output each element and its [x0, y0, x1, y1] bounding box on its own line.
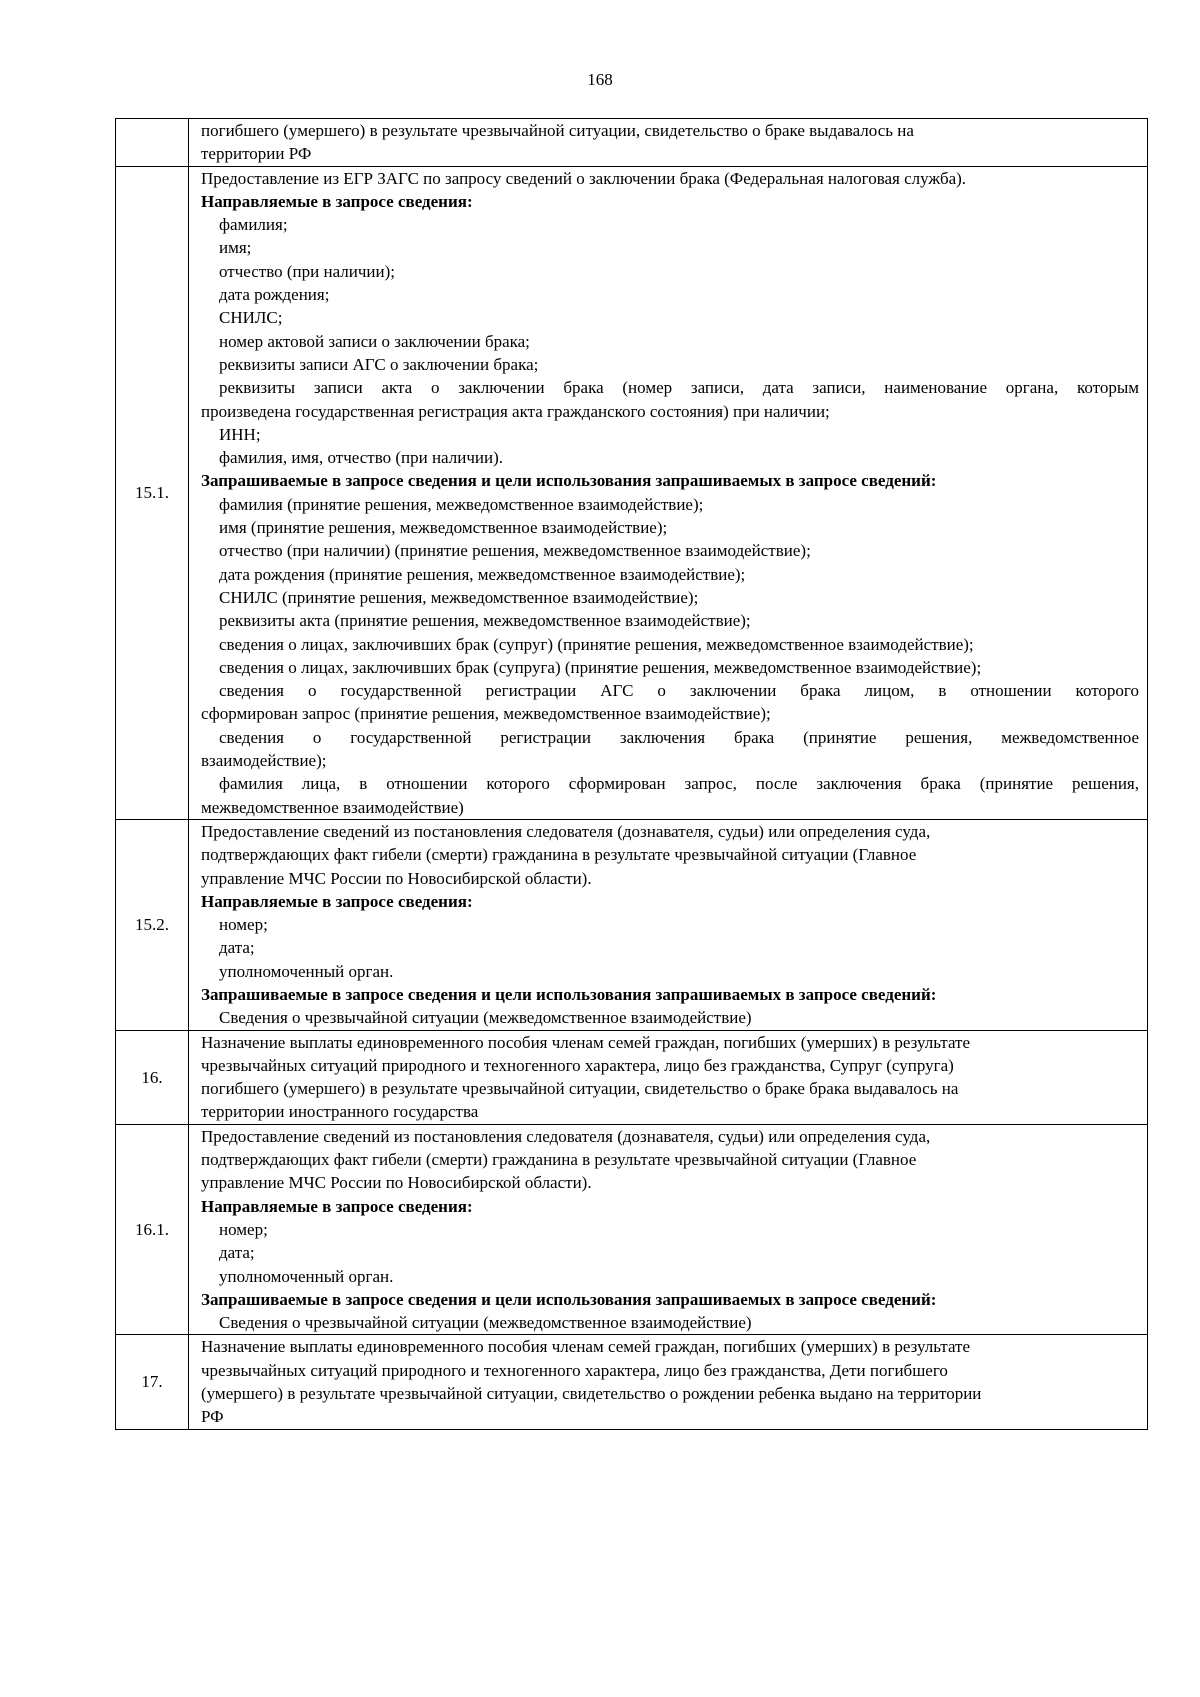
description-line: СНИЛС (принятие решения, межведомственное взаимодействие); — [219, 587, 699, 607]
row-number: 17. — [141, 1372, 163, 1392]
row-description-cell — [189, 819, 1148, 1030]
description-line: дата; — [219, 938, 255, 958]
description-line: фамилия, имя, отчество (при наличии). — [219, 448, 503, 468]
description-line: сформирован запрос (принятие решения, межведомственное взаимодействие); — [201, 704, 771, 724]
section-heading: Запрашиваемые в запросе сведения и цели использования запрашиваемых в запросе сведений: — [201, 471, 937, 491]
description-line: РФ — [201, 1407, 224, 1427]
description-line: Сведения о чрезвычайной ситуации (межведомственное взаимодействие) — [219, 1008, 752, 1028]
description-line: реквизиты записи акта о заключении брака (номер записи, дата записи, наименование органа, которым — [219, 378, 1139, 398]
description-line: взаимодействие); — [201, 751, 327, 771]
table-body — [116, 119, 1148, 1430]
description-line: (умершего) в результате чрезвычайной ситуации, свидетельство о рождении ребенка выдано на территории — [201, 1384, 982, 1404]
row-number-cell — [116, 1030, 189, 1124]
description-line: подтверждающих факт гибели (смерти) гражданина в результате чрезвычайной ситуации (Главное — [201, 1150, 917, 1170]
description-line: погибшего (умершего) в результате чрезвычайной ситуации, свидетельство о браке выдавалось на — [201, 121, 914, 140]
row-number: 15.1. — [135, 483, 169, 503]
description-line: ИНН; — [219, 424, 261, 444]
section-heading: Направляемые в запросе сведения: — [201, 191, 473, 211]
row-number-cell — [116, 819, 189, 1030]
description-line: реквизиты акта (принятие решения, межведомственное взаимодействие); — [219, 611, 751, 631]
description-line: имя (принятие решения, межведомственное взаимодействие); — [219, 518, 668, 538]
description-line: сведения о государственной регистрации АГС о заключении брака лицом, в отношении которого — [219, 681, 1139, 701]
description-line: территории иностранного государства — [201, 1102, 479, 1122]
description-line: Предоставление сведений из постановления следователя (дознавателя, судьи) или определения суда, — [201, 1126, 931, 1146]
description-line: сведения о государственной регистрации заключения брака (принятие решения, межведомственное — [219, 727, 1139, 747]
description-line: уполномоченный орган. — [219, 961, 394, 981]
section-heading: Направляемые в запросе сведения: — [201, 1196, 473, 1216]
description-line: дата; — [219, 1243, 255, 1263]
row-number-cell — [116, 1124, 189, 1335]
table-row — [116, 1030, 1148, 1124]
description-line: фамилия (принятие решения, межведомственное взаимодействие); — [219, 494, 704, 514]
description-line: подтверждающих факт гибели (смерти) гражданина в результате чрезвычайной ситуации (Главное — [201, 845, 917, 865]
page-number: 168 — [587, 70, 613, 89]
services-table — [115, 118, 1148, 1430]
row-number-cell — [116, 166, 189, 819]
section-heading: Запрашиваемые в запросе сведения и цели использования запрашиваемых в запросе сведений: — [201, 1289, 937, 1309]
description-line: номер; — [219, 1219, 268, 1239]
table-row — [116, 166, 1148, 819]
row-description-cell — [189, 1124, 1148, 1335]
description-line: погибшего (умершего) в результате чрезвычайной ситуации, свидетельство о браке брака выдавалось на — [201, 1079, 959, 1099]
description-line: территории РФ — [201, 144, 312, 164]
description-line: чрезвычайных ситуаций природного и техногенного характера, лицо без гражданства, Супруг (супруга) — [201, 1055, 954, 1075]
row-number: 16. — [141, 1067, 163, 1087]
description-line: имя; — [219, 238, 252, 258]
description-line: управление МЧС России по Новосибирской области). — [201, 868, 592, 888]
description-line: номер актовой записи о заключении брака; — [219, 331, 530, 351]
description-line: дата рождения; — [219, 285, 330, 305]
description-line: Назначение выплаты единовременного пособия членам семей граждан, погибших (умерших) в результате — [201, 1032, 971, 1052]
table-row — [116, 1335, 1148, 1429]
row-number-cell — [116, 119, 189, 167]
description-line: сведения о лицах, заключивших брак (супруга) (принятие решения, межведомственное взаимодействие); — [219, 657, 982, 677]
description-line: Назначение выплаты единовременного пособия членам семей граждан, погибших (умерших) в результате — [201, 1337, 971, 1357]
description-line: сведения о лицах, заключивших брак (супруг) (принятие решения, межведомственное взаимодействие); — [219, 634, 974, 654]
row-number: 16.1. — [135, 1219, 169, 1239]
description-line: Предоставление из ЕГР ЗАГС по запросу сведений о заключении брака (Федеральная налоговая служба). — [201, 168, 967, 188]
description-line: уполномоченный орган. — [219, 1266, 394, 1286]
row-number: 15.2. — [135, 915, 169, 935]
description-line: произведена государственная регистрация акта гражданского состояния) при наличии; — [201, 401, 830, 421]
table-row — [116, 819, 1148, 1030]
section-heading: Направляемые в запросе сведения: — [201, 891, 473, 911]
description-line: номер; — [219, 915, 268, 935]
section-heading: Запрашиваемые в запросе сведения и цели использования запрашиваемых в запросе сведений: — [201, 984, 937, 1004]
row-description-cell — [189, 166, 1148, 819]
description-line: межведомственное взаимодействие) — [201, 797, 464, 817]
row-description-cell — [189, 1030, 1148, 1124]
table-row — [116, 1124, 1148, 1335]
description-line: чрезвычайных ситуаций природного и техногенного характера, лицо без гражданства, Дети погибшего — [201, 1360, 948, 1380]
description-line: Предоставление сведений из постановления следователя (дознавателя, судьи) или определения суда, — [201, 821, 931, 841]
row-description-cell — [189, 119, 1148, 167]
description-line: фамилия лица, в отношении которого сформирован запрос, после заключения брака (принятие решения, — [219, 774, 1139, 794]
row-description-cell — [189, 1335, 1148, 1429]
description-line: реквизиты записи АГС о заключении брака; — [219, 354, 539, 374]
description-line: дата рождения (принятие решения, межведомственное взаимодействие); — [219, 564, 746, 584]
row-number-cell — [116, 1335, 189, 1429]
description-line: фамилия; — [219, 215, 288, 235]
table-row — [116, 119, 1148, 167]
description-line: отчество (при наличии); — [219, 261, 395, 281]
description-line: управление МЧС России по Новосибирской области). — [201, 1173, 592, 1193]
description-line: отчество (при наличии) (принятие решения, межведомственное взаимодействие); — [219, 541, 811, 561]
description-line: Сведения о чрезвычайной ситуации (межведомственное взаимодействие) — [219, 1313, 752, 1333]
description-line: СНИЛС; — [219, 308, 283, 328]
